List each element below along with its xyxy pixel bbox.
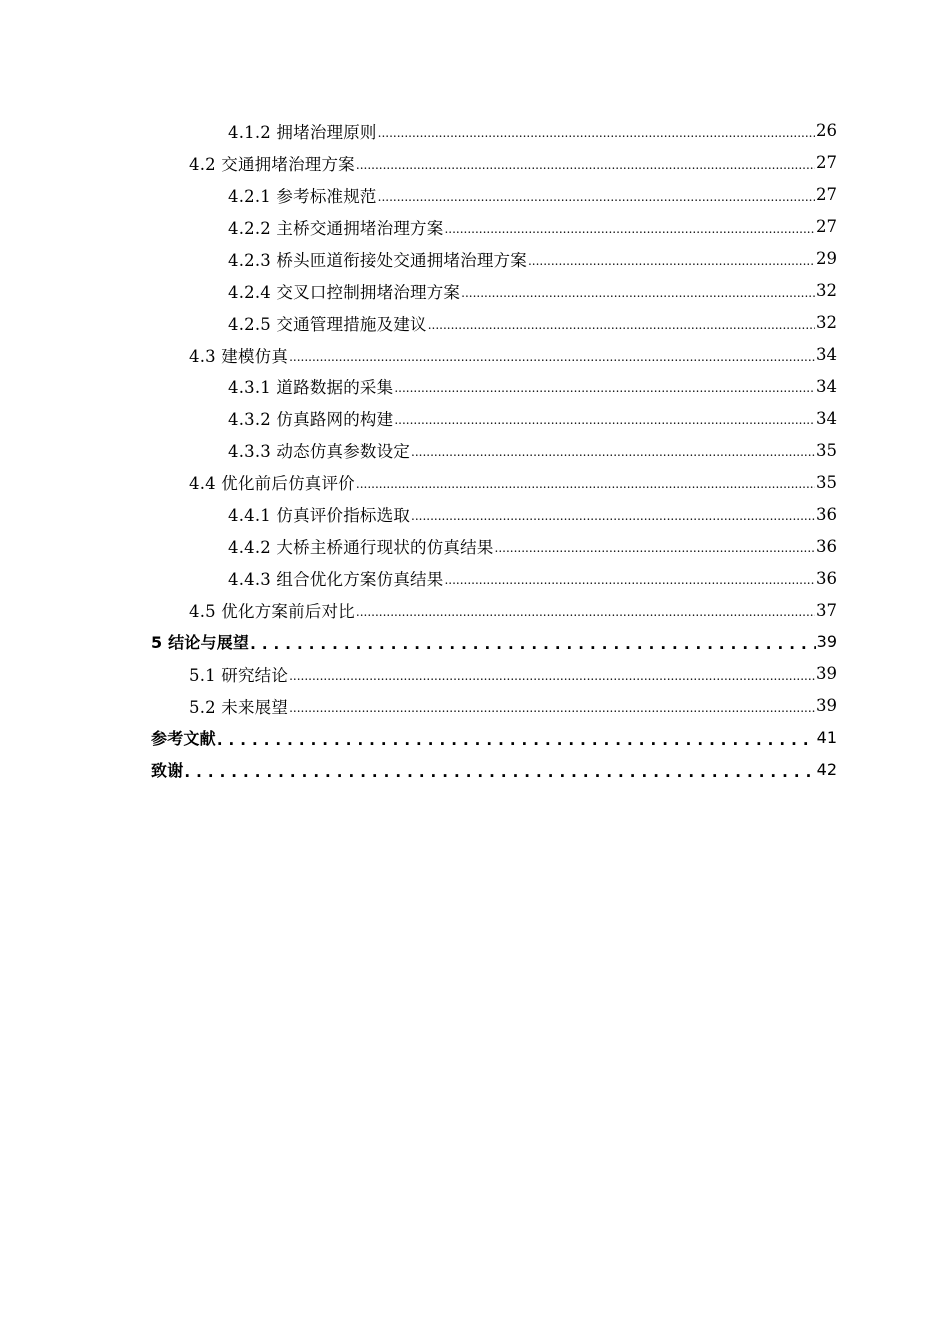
toc-entry-label: 4.5 优化方案前后对比 [189,598,355,622]
toc-entry-4-2[interactable] [189,147,837,179]
toc-entry-chapter-5[interactable] [151,626,837,658]
toc-entry-page: 39 [816,696,837,716]
dot-leader [184,760,815,780]
toc-entry-4-2-4[interactable] [228,275,837,307]
toc-entry-4-4-2[interactable] [228,530,837,562]
dot-leader [356,600,815,620]
dot-leader [394,408,815,428]
dot-leader [461,281,815,301]
dot-leader [528,249,815,269]
toc-entry-5-1[interactable] [189,658,837,690]
toc-entry-page: 42 [816,760,837,780]
toc-entry-page: 27 [816,153,837,173]
dot-leader [411,504,815,524]
dot-leader [217,728,816,748]
toc-entry-label: 4.2 交通拥堵治理方案 [189,151,355,175]
toc-entry-4-2-2[interactable] [228,211,837,243]
dot-leader [444,217,815,237]
toc-entry-4-3-2[interactable] [228,402,837,434]
dot-leader [356,153,815,173]
toc-entry-page: 37 [816,600,837,620]
toc-entry-acknowledgements[interactable] [151,754,837,786]
toc-entry-4-4-1[interactable] [228,498,837,530]
toc-entry-label: 4.3.2 仿真路网的构建 [228,406,393,430]
toc-entry-4-3[interactable] [189,339,837,371]
toc-entry-page: 35 [816,472,837,492]
toc-entry-page: 27 [816,185,837,205]
toc-entry-label: 4.2.1 参考标准规范 [228,183,377,207]
dot-leader [378,121,815,141]
dot-leader [428,313,815,333]
toc-entry-page: 36 [816,504,837,524]
toc-entry-label: 参考文献 [151,726,216,749]
toc-entry-5-2[interactable] [189,690,837,722]
toc-entry-label: 4.2.2 主桥交通拥堵治理方案 [228,215,443,239]
toc-entry-label: 4.3.3 动态仿真参数设定 [228,438,410,462]
toc-entry-page: 39 [816,632,837,652]
dot-leader [289,664,815,684]
toc-entry-label: 致谢 [151,758,183,781]
toc-entry-page: 35 [816,440,837,460]
toc-entry-page: 34 [816,408,837,428]
dot-leader [356,472,815,492]
toc-entry-label: 4.3.1 道路数据的采集 [228,374,393,398]
toc-entry-4-2-5[interactable] [228,307,837,339]
toc-entry-label: 4.4 优化前后仿真评价 [189,470,355,494]
toc-entry-label: 4.2.5 交通管理措施及建议 [228,311,427,335]
toc-entry-page: 36 [816,568,837,588]
dot-leader [411,440,815,460]
toc-entry-4-4-3[interactable] [228,562,837,594]
dot-leader [495,536,815,556]
toc-entry-page: 27 [816,217,837,237]
toc-entry-label: 4.2.3 桥头匝道衔接处交通拥堵治理方案 [228,247,527,271]
toc-entry-page: 29 [816,249,837,269]
toc-entry-page: 41 [816,728,837,748]
toc-entry-label: 4.4.1 仿真评价指标选取 [228,502,410,526]
dot-leader [378,185,815,205]
toc-entry-label: 4.3 建模仿真 [189,343,288,367]
toc-entry-page: 34 [816,376,837,396]
toc-entry-page: 39 [816,664,837,684]
table-of-contents [0,115,950,786]
dot-leader [289,345,815,365]
toc-entry-label: 4.4.3 组合优化方案仿真结果 [228,566,443,590]
toc-entry-label: 5.2 未来展望 [189,694,288,718]
toc-entry-4-5[interactable] [189,594,837,626]
toc-entry-page: 26 [816,121,837,141]
toc-entry-label: 4.2.4 交叉口控制拥堵治理方案 [228,279,460,303]
toc-entry-page: 36 [816,536,837,556]
toc-entry-references[interactable] [151,722,837,754]
toc-entry-page: 32 [816,313,837,333]
toc-entry-label: 5 结论与展望 [151,630,249,653]
toc-entry-label: 4.1.2 拥堵治理原则 [228,119,377,143]
toc-entry-4-1-2[interactable] [228,115,837,147]
toc-entry-4-4[interactable] [189,466,837,498]
dot-leader [250,632,816,652]
toc-entry-label: 5.1 研究结论 [189,662,288,686]
dot-leader [444,568,815,588]
toc-entry-4-3-3[interactable] [228,434,837,466]
dot-leader [394,376,815,396]
toc-entry-label: 4.4.2 大桥主桥通行现状的仿真结果 [228,534,494,558]
toc-entry-4-2-3[interactable] [228,243,837,275]
toc-entry-4-2-1[interactable] [228,179,837,211]
toc-entry-page: 34 [816,345,837,365]
toc-entry-page: 32 [816,281,837,301]
dot-leader [289,696,815,716]
toc-entry-4-3-1[interactable] [228,371,837,403]
